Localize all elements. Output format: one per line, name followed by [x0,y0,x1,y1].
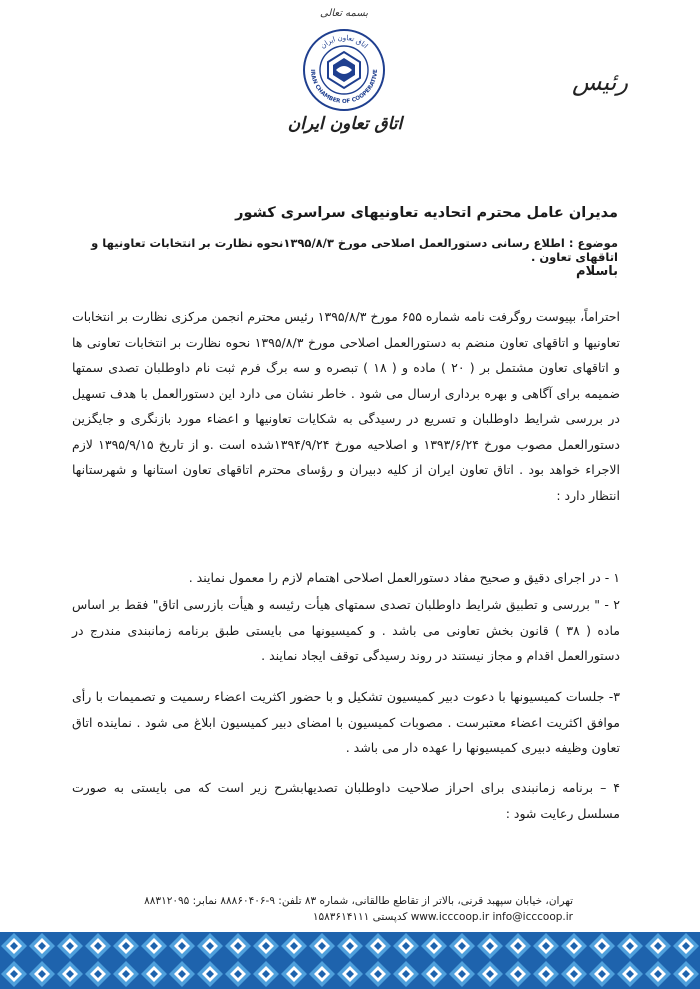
logo-ring-fa-text: اتاق تعاون ایران [318,33,370,51]
body-item-3: ۳- جلسات کمیسیونها با دعوت دبیر کمیسیون تشکیل و با حضور اکثریت اعضاء رسمیت و تصمیمات با رأی موافق اکثریت اعضاء معتبرست . مصوبات کمیسیون با امضای دبیر کمیسیون ابلاغ می شود . نماینده اتاق تعاون وظیفه دبیری کمیسیونها را عهده دار می باشد . [72,689,620,755]
footer-contact: www.icccoop.ir info@icccoop.ir کدپستی ۱۵۸۳۶۱۴۱۱۱ [312,911,573,923]
decorative-border-strip [0,932,700,989]
president-signature-title: رئیس [571,68,629,96]
iran-chamber-cooperative-logo-icon [302,28,386,112]
body-item-1: ۱ - در اجرای دقیق و صحیح مفاد دستورالعمل اصلاحی اهتمام لازم را معمول نمایند . [188,570,620,585]
bismillah-text: بسمه تعالی [319,8,369,19]
svg-text:اتاق تعاون ایران [319,34,369,50]
letter-recipient: مدیران عامل محترم اتحادیه تعاونیهای سراسری کشور [235,205,618,221]
logo-ring-en-text: IRAN CHAMBER OF COOPERATIVE [308,69,380,106]
body-item-4: ۴ – برنامه زمانبندی برای احراز صلاحیت داوطلبان تصدیهابشرح زیر است که می بایستی به صورت مسلسل رعایت شود : [72,780,620,821]
body-item-2: ۲ - " بررسی و تطبیق شرایط داوطلبان تصدی سمتهای هیأت رئیسه و هیأت بازرسی اتاق" فقط بر اساس ماده ( ۳۸ ) قانون بخش تعاونی می باشد . و کمیسیونها می بایستی طبق برنامه زمانبندی مندرج در دستورالعمل اقدام و مجاز نیستند در روند رسیدگی توقف ایجاد نمایند . [72,597,620,663]
letter-subject: موضوع : اطلاع رسانی دستورالعمل اصلاحی مورخ ۱۳۹۵/۸/۳نحوه نظارت بر انتخابات تعاونیها و اتاقهای تعاون . [91,236,618,264]
footer-address: تهران، خیابان سپهبد قرنی، بالاتر از تقاطع طالقانی، شماره ۸۳ تلفن: ۹-۸۸۸۶۰۴۰۶ نمابر: ۸۸۳۱۲۰۹۵ [144,895,573,907]
body-paragraph-intro: احتراماً، بپیوست روگرفت نامه شماره ۶۵۵ مورخ ۱۳۹۵/۸/۳ رئیس محترم انجمن مرکزی نظارت بر انتخابات تعاونیها و اتاقهای تعاون منضم به دستورالعمل اصلاحی مورخ ۱۳۹۵/۸/۳ نحوه نظارت بر انتخابات تعاونی ها و اتاقهای تعاون مشتمل بر ( ۲۰ ) ماده و ( ۱۸ ) تبصره و سه برگ فرم ثبت نام داوطلبان تصدی سمتها ضمیمه برای آگاهی و بهره برداری ارسال می شود . خاطر نشان می دارد این دستورالعمل با هدف تسهیل در بررسی شرایط داوطلبان و تسریع در رسیدگی به شکایات تعاونیها و اعضاء مورد بازنگری و جایگزین دستورالعمل مصوب مورخ ۱۳۹۳/۶/۲۴ و اصلاحیه مورخ ۱۳۹۴/۹/۲۴شده است .و از تاریخ ۱۳۹۵/۹/۱۵ لازم الاجراء خواهد بود . اتاق تعاون ایران از کلیه دبیران و رؤسای محترم اتاقهای تعاون استانها و شهرستانها انتظار دارد : [72,309,621,503]
letter-greeting: باسلام [576,264,618,279]
organization-name: اتاق تعاون ایران [287,114,403,134]
